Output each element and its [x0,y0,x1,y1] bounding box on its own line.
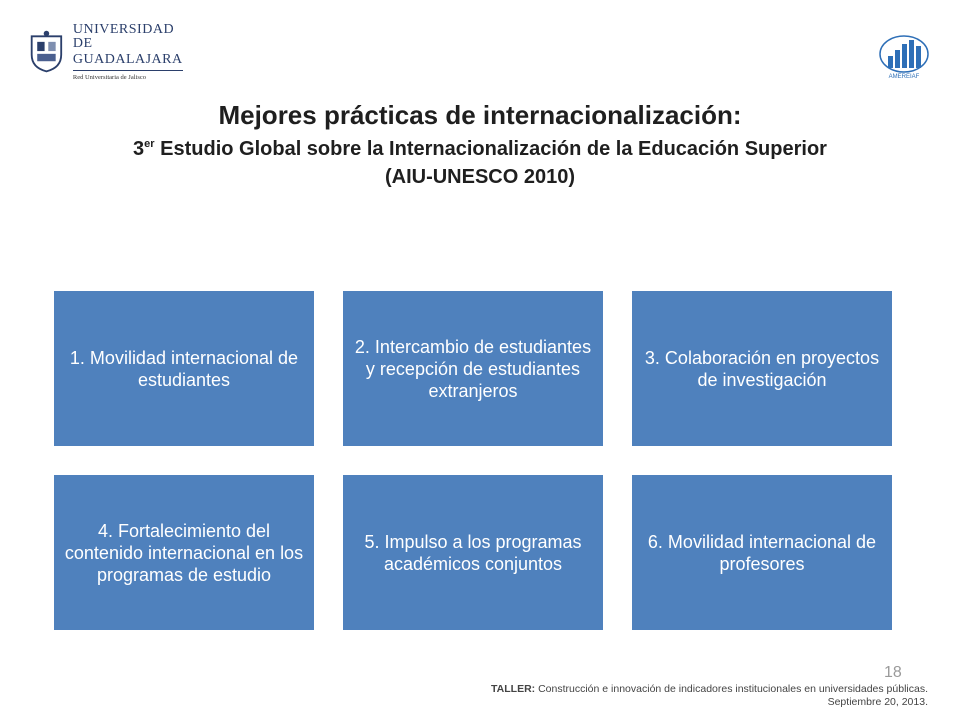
practice-box-2: 2. Intercambio de estudiantes y recepción de estudiantes extranjeros [343,291,603,446]
title-line2-text: Estudio Global sobre la Internacionalización de la Educación Superior [154,138,827,160]
footer-label: TALLER: [491,683,536,695]
udg-name-line2: GUADALAJARA [72,51,183,67]
amereaf-logo [878,34,930,80]
udg-divider [73,70,183,71]
footer [491,683,928,709]
udg-name-line1: UNIVERSIDAD DE [72,21,175,51]
practice-box-6: 6. Movilidad internacional de profesores [632,475,892,630]
amereaf-logo-text: AMEREIAF [888,74,920,80]
footer-line2: Septiembre 20, 2013. [827,696,928,708]
title-line2 [0,130,960,163]
title-line1: Mejores prácticas de internacionalización: [218,100,742,130]
slide-title [0,100,960,191]
practice-box-1: 1. Movilidad internacional de estudiantes [54,291,314,446]
title-line3: (AIU-UNESCO 2010) [384,166,576,188]
title-ordinal-suffix: er [144,138,155,150]
title-ordinal: 3 [133,138,145,160]
page-number: 18 [884,664,902,681]
practice-box-3: 3. Colaboración en proyectos de investigación [632,291,892,446]
footer-line1: Construcción e innovación de indicadores institucionales en universidades públicas. [535,683,928,695]
udg-name-line3: Red Universitaria de Jalisco [72,73,146,81]
udg-logo [28,21,188,81]
practice-box-4: 4. Fortalecimiento del contenido internacional en los programas de estudio [54,475,314,630]
udg-seal-icon [28,29,65,75]
practice-box-5: 5. Impulso a los programas académicos conjuntos [343,475,603,630]
